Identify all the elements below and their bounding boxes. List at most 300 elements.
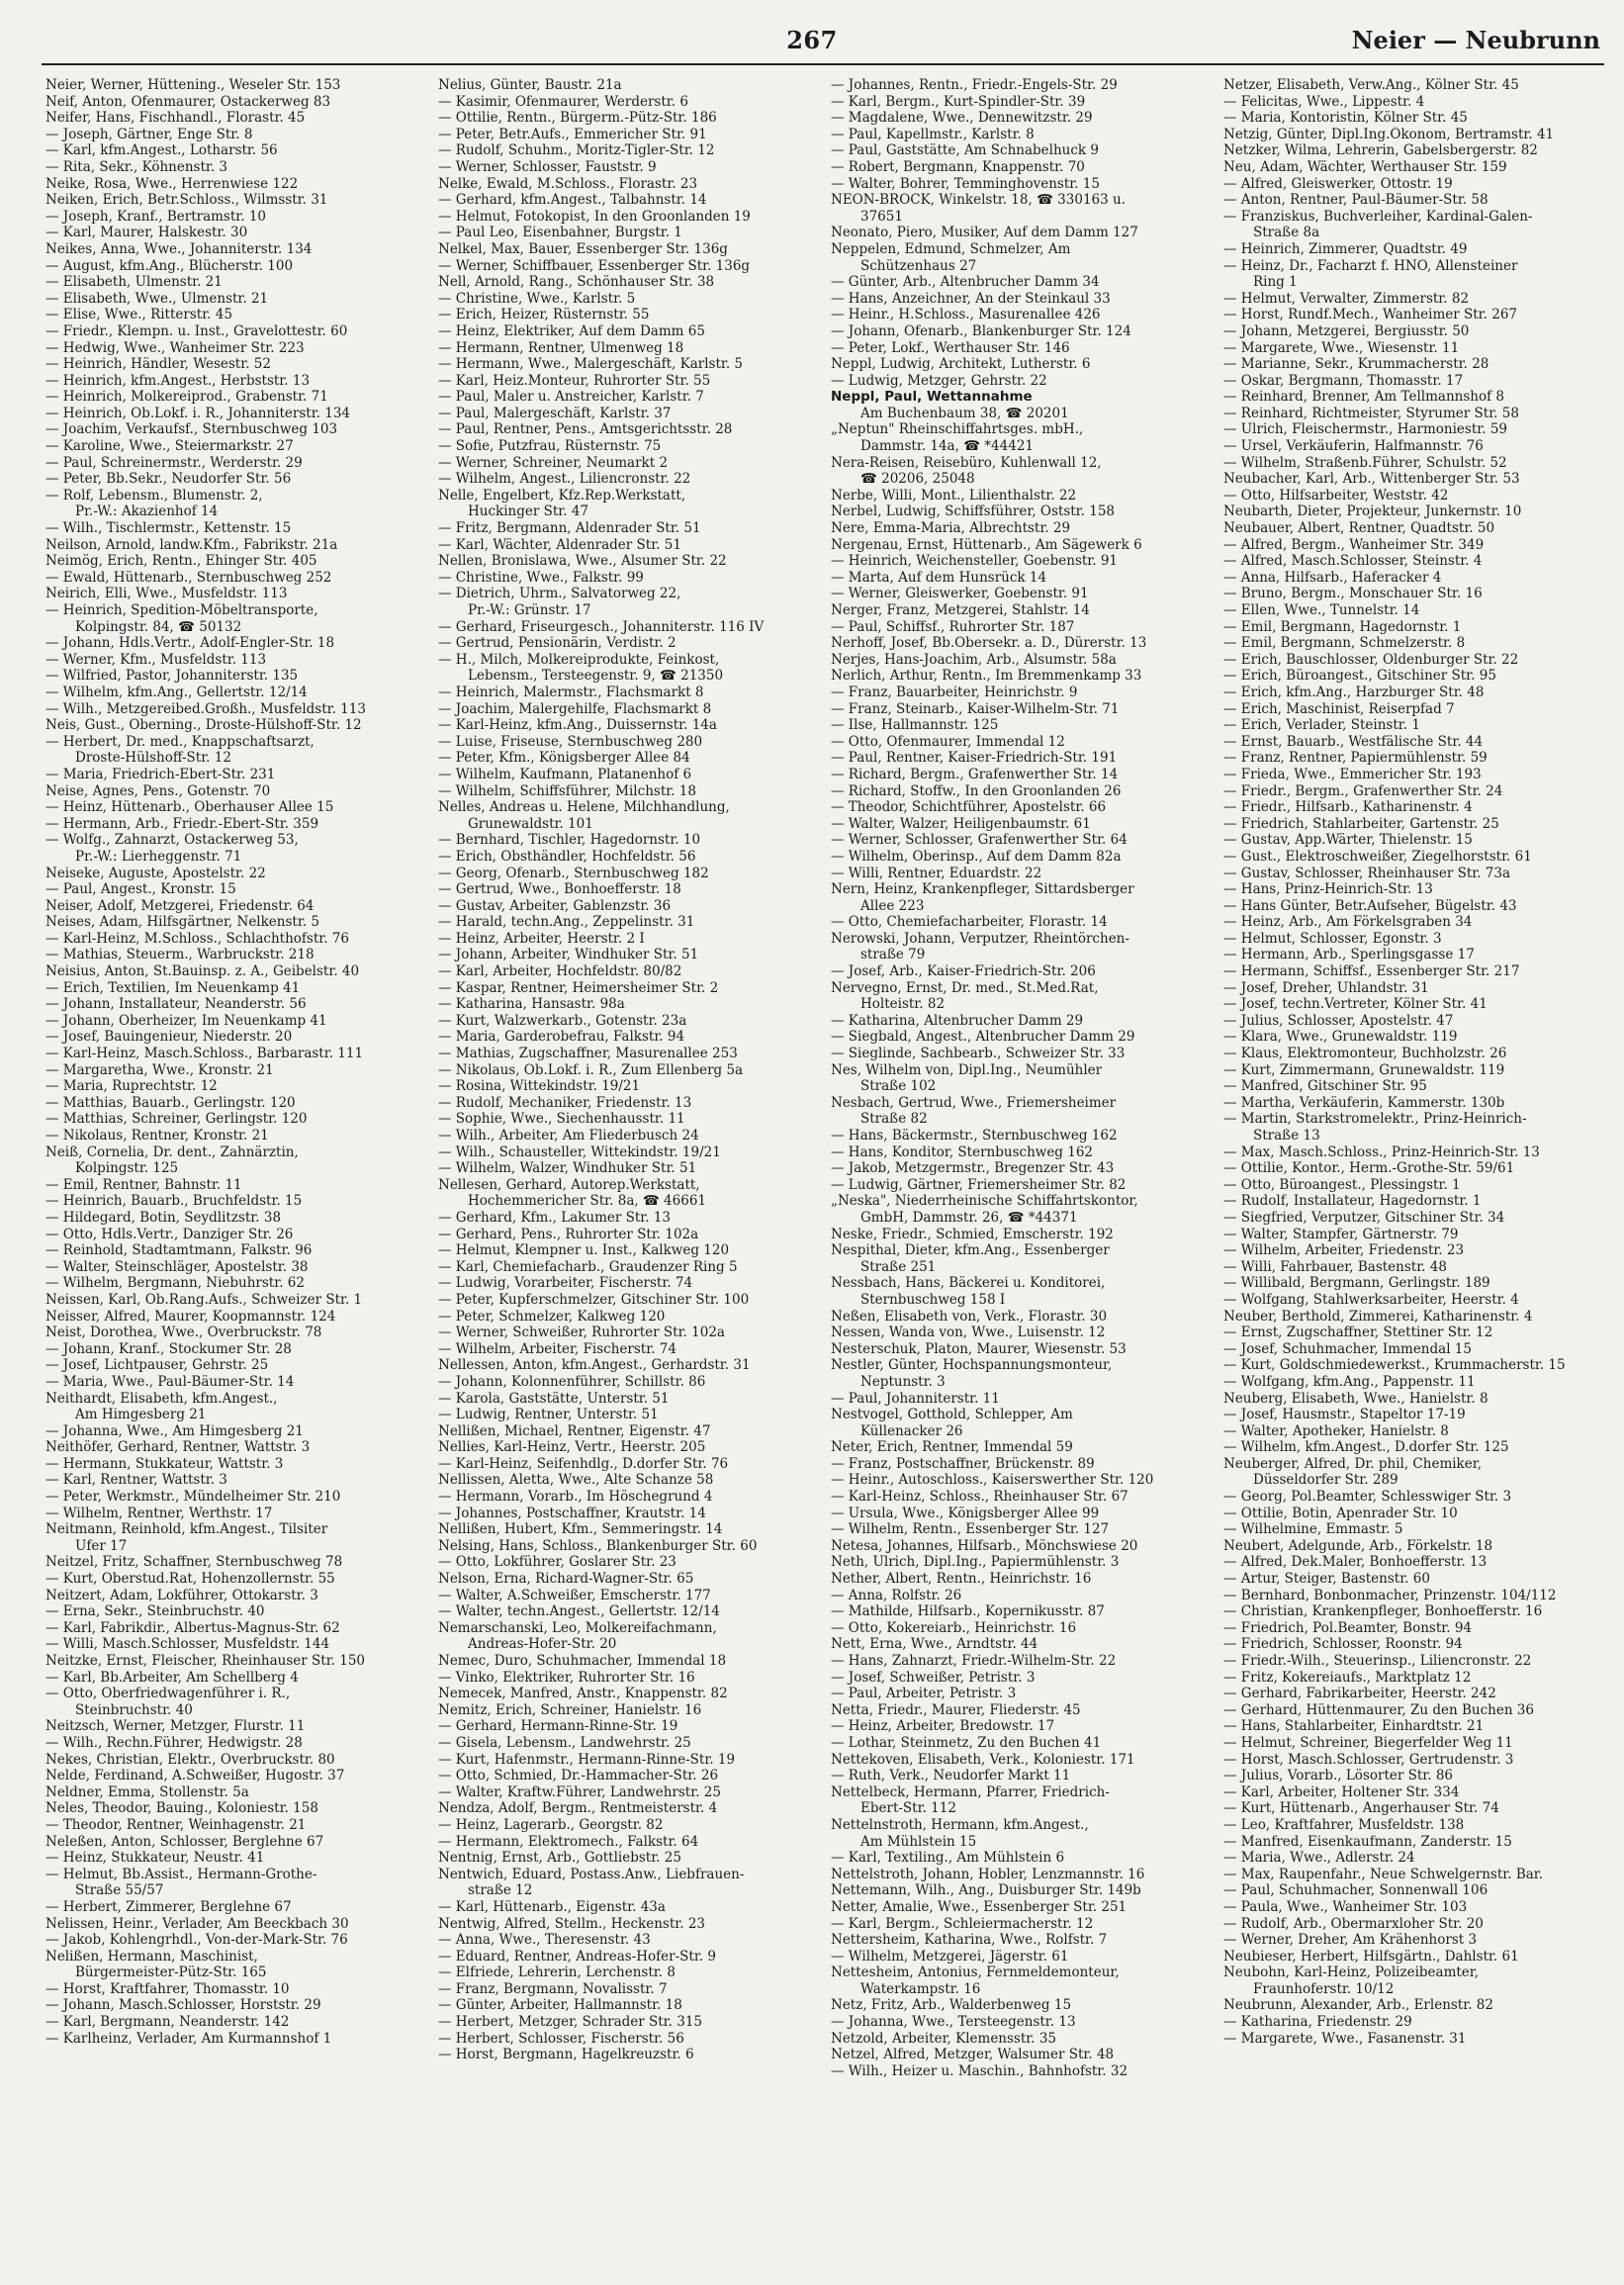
directory-entry: — Heinrich, kfm.Angest., Herbststr. 13 bbox=[45, 372, 311, 389]
directory-entry: — Karl, Arbeiter, Hochfeldstr. 80/82 bbox=[438, 963, 682, 980]
directory-entry: — Dietrich, Uhrm., Salvatorweg 22, bbox=[438, 586, 681, 602]
directory-entry: — Maria, Wwe., Paul-Bäumer-Str. 14 bbox=[45, 1373, 295, 1390]
entry-continuation: Straße 55/57 bbox=[75, 1882, 164, 1899]
directory-entry: — Werner, Dreher, Am Krähenhorst 3 bbox=[1223, 1932, 1478, 1949]
directory-entry: — Ewald, Hüttenarb., Sternbuschweg 252 bbox=[45, 569, 332, 586]
directory-entry: — Helmut, Schlosser, Egonstr. 3 bbox=[1223, 930, 1442, 947]
directory-entry: — Wilhelm, Walzer, Windhuker Str. 51 bbox=[438, 1160, 697, 1177]
directory-entry: — Otto, Chemiefacharbeiter, Florastr. 14 bbox=[831, 914, 1108, 931]
directory-entry: — Kurt, Oberstud.Rat, Hohenzollernstr. 55 bbox=[45, 1571, 335, 1588]
directory-entry: — Johann, Metzgerei, Bergiusstr. 50 bbox=[1223, 322, 1470, 339]
directory-entry: Nesbach, Gertrud, Wwe., Friemersheimer bbox=[831, 1094, 1117, 1111]
directory-entry: — Willi, Fahrbauer, Bastenstr. 48 bbox=[1223, 1258, 1447, 1275]
directory-entry: — Franz, Bauarbeiter, Heinrichstr. 9 bbox=[831, 684, 1078, 700]
running-head: Neier — Neubrunn bbox=[1351, 26, 1600, 54]
directory-entry: — Bruno, Bergm., Monschauer Str. 16 bbox=[1223, 586, 1483, 602]
entry-continuation: Huckinger Str. 47 bbox=[468, 503, 589, 520]
directory-entry: — Maria, Wwe., Adlerstr. 24 bbox=[1223, 1850, 1415, 1867]
directory-entry: Neifer, Hans, Fischhandl., Florastr. 45 bbox=[45, 110, 306, 127]
directory-entry: Neppelen, Edmund, Schmelzer, Am bbox=[831, 240, 1071, 257]
directory-entry: Neithardt, Elisabeth, kfm.Angest., bbox=[45, 1390, 278, 1407]
directory-entry: — Erich, Obsthändler, Hochfeldstr. 56 bbox=[438, 848, 696, 865]
directory-entry: — Friedr., Klempn. u. Inst., Gravelottestr. 60 bbox=[45, 322, 348, 339]
directory-entry: — Emil, Rentner, Bahnstr. 11 bbox=[45, 1176, 242, 1193]
entry-continuation: Holteistr. 82 bbox=[860, 996, 946, 1013]
directory-entry: — Nikolaus, Rentner, Kronstr. 21 bbox=[45, 1128, 269, 1143]
directory-entry: — Walter, Walzer, Heiligenbaumstr. 61 bbox=[831, 815, 1091, 832]
directory-entry: — Paul, Arbeiter, Petristr. 3 bbox=[831, 1686, 1017, 1702]
directory-entry: — Marta, Auf dem Hunsrück 14 bbox=[831, 569, 1047, 586]
directory-entry: — Rudolf, Schuhm., Moritz-Tigler-Str. 12 bbox=[438, 142, 715, 159]
directory-entry: Nerbe, Willi, Mont., Lilienthalstr. 22 bbox=[831, 487, 1077, 503]
directory-entry: „Neptun" Rheinschiffahrtsges. mbH., bbox=[831, 421, 1084, 438]
entry-continuation: Straße 102 bbox=[860, 1078, 937, 1095]
directory-entry: — Heinrich, Weichensteller, Goebenstr. 91 bbox=[831, 553, 1119, 570]
directory-entry: — Alfred, Masch.Schlosser, Steinstr. 4 bbox=[1223, 553, 1483, 570]
directory-entry: — Paul, Gaststätte, Am Schnabelhuck 9 bbox=[831, 142, 1099, 159]
entry-continuation: Kolpingstr. 125 bbox=[75, 1160, 179, 1177]
directory-entry: Nettemann, Wilh., Ang., Duisburger Str. 149b bbox=[831, 1882, 1141, 1899]
directory-entry: Nettesheim, Antonius, Fernmeldemonteur, bbox=[831, 1965, 1120, 1981]
directory-entry: Netzel, Alfred, Metzger, Walsumer Str. 48 bbox=[831, 2047, 1115, 2063]
directory-entry: — Julius, Vorarb., Lösorter Str. 86 bbox=[1223, 1768, 1454, 1784]
directory-entry: — Johann, Masch.Schlosser, Horststr. 29 bbox=[45, 1997, 321, 2014]
directory-entry: — Siegbald, Angest., Altenbrucher Damm 29 bbox=[831, 1029, 1135, 1046]
directory-entry: Neppl, Ludwig, Architekt, Lutherstr. 6 bbox=[831, 356, 1091, 373]
directory-entry: — Gerhard, Hüttenmaurer, Zu den Buchen 36 bbox=[1223, 1701, 1534, 1718]
directory-entry: Nettekoven, Elisabeth, Verk., Koloniestr. 171 bbox=[831, 1751, 1135, 1768]
directory-entry: Nettelnstroth, Hermann, kfm.Angest., bbox=[831, 1816, 1089, 1833]
directory-entry: Nelsing, Hans, Schloss., Blankenburger Str. 60 bbox=[438, 1537, 758, 1554]
directory-entry: Nern, Heinz, Krankenpfleger, Sittardsberger bbox=[831, 881, 1134, 898]
directory-entry: Nelson, Erna, Richard-Wagner-Str. 65 bbox=[438, 1571, 694, 1588]
header-rule bbox=[42, 63, 1604, 65]
directory-entry: Neiser, Adolf, Metzgerei, Friedenstr. 64 bbox=[45, 897, 315, 914]
directory-entry: Neubohn, Karl-Heinz, Polizeibeamter, bbox=[1223, 1965, 1480, 1981]
directory-entry: — Werner, Schlosser, Fauststr. 9 bbox=[438, 158, 657, 175]
directory-entry: — Herbert, Schlosser, Fischerstr. 56 bbox=[438, 2030, 684, 2047]
directory-entry: — Karl, Bergm., Schleiermacherstr. 12 bbox=[831, 1915, 1094, 1932]
directory-entry: — Gerhard, Friseurgesch., Johanniterstr. 116 IV bbox=[438, 618, 765, 635]
directory-entry: — Heinrich, Bauarb., Bruchfeldstr. 15 bbox=[45, 1193, 303, 1210]
directory-entry: — Karl-Heinz, M.Schloss., Schlachthofstr. 76 bbox=[45, 930, 349, 947]
directory-entry: — Otto, Ofenmaurer, Immendal 12 bbox=[831, 733, 1065, 750]
entry-continuation: Schützenhaus 27 bbox=[860, 257, 977, 274]
directory-entry: — Wolfgang, Stahlwerksarbeiter, Heerstr. 4 bbox=[1223, 1291, 1519, 1308]
directory-entry: Nemec, Duro, Schuhmacher, Immendal 18 bbox=[438, 1653, 727, 1669]
directory-entry: — Georg, Ofenarb., Sternbuschweg 182 bbox=[438, 865, 709, 881]
directory-entry: — Gertrud, Pensionärin, Verdistr. 2 bbox=[438, 635, 677, 652]
entry-continuation: ☎ 20206, 25048 bbox=[860, 471, 975, 488]
directory-entry: — Karl-Heinz, Schloss., Rheinhauser Str. 67 bbox=[831, 1489, 1128, 1506]
directory-entry: Nelke, Ewald, M.Schloss., Florastr. 23 bbox=[438, 175, 698, 192]
directory-entry: — Johann, Hdls.Vertr., Adolf-Engler-Str. 18 bbox=[45, 635, 335, 652]
directory-entry: — Martin, Starkstromelektr., Prinz-Heinrich- bbox=[1223, 1111, 1527, 1128]
directory-entry: — Gisela, Lebensm., Landwehrstr. 25 bbox=[438, 1734, 691, 1751]
directory-entry: — Karl, Bb.Arbeiter, Am Schellberg 4 bbox=[45, 1669, 299, 1686]
directory-entry: — Christian, Krankenpfleger, Bonhoefferstr. 16 bbox=[1223, 1603, 1543, 1620]
directory-entry: — Karl, kfm.Angest., Lotharstr. 56 bbox=[45, 142, 278, 159]
directory-entry: — Georg, Pol.Beamter, Schlesswiger Str. 3 bbox=[1223, 1489, 1512, 1506]
directory-entry: Neter, Erich, Rentner, Immendal 59 bbox=[831, 1439, 1073, 1456]
directory-entry: — Erich, Textilien, Im Neuenkamp 41 bbox=[45, 979, 301, 996]
entry-continuation: Straße 251 bbox=[860, 1258, 937, 1275]
directory-entry: Nelle, Engelbert, Kfz.Rep.Werkstatt, bbox=[438, 487, 686, 503]
directory-entry: — Gerhard, Hermann-Rinne-Str. 19 bbox=[438, 1718, 678, 1735]
directory-entry: — Wilh., Metzgereibed.Großh., Musfeldstr. 113 bbox=[45, 700, 366, 717]
directory-entry: — Ursula, Wwe., Königsberger Allee 99 bbox=[831, 1505, 1100, 1521]
directory-entry: — Werner, Gleiswerker, Goebenstr. 91 bbox=[831, 586, 1089, 602]
directory-entry: — Jakob, Kohlengrhdl., Von-der-Mark-Str. 76 bbox=[45, 1932, 348, 1949]
directory-entry: — Hildegard, Botin, Seydlitzstr. 38 bbox=[45, 1209, 282, 1226]
directory-entry: — Max, Masch.Schloss., Prinz-Heinrich-Str. 13 bbox=[1223, 1143, 1540, 1160]
directory-entry: Neif, Anton, Ofenmaurer, Ostackerweg 83 bbox=[45, 93, 331, 110]
directory-columns bbox=[45, 77, 1604, 2271]
page-number: 267 bbox=[786, 26, 838, 54]
directory-entry: — Paul, Kapellmstr., Karlstr. 8 bbox=[831, 126, 1035, 142]
directory-entry: Nettersheim, Katharina, Wwe., Rolfstr. 7 bbox=[831, 1932, 1108, 1949]
directory-entry: — Helmut, Klempner u. Inst., Kalkweg 120 bbox=[438, 1242, 730, 1259]
directory-entry: Netesa, Johannes, Hilfsarb., Mönchswiese 20 bbox=[831, 1537, 1138, 1554]
directory-entry: — Mathias, Steuerm., Warbruckstr. 218 bbox=[45, 947, 315, 963]
directory-entry: — Felicitas, Wwe., Lippestr. 4 bbox=[1223, 93, 1425, 110]
directory-entry: — Heinrich, Ob.Lokf. i. R., Johanniterstr. 134 bbox=[45, 405, 351, 421]
directory-entry: — Günter, Arbeiter, Hallmannstr. 18 bbox=[438, 1997, 682, 2014]
directory-entry: — Friedr.-Wilh., Steuerinsp., Liliencronstr. 22 bbox=[1223, 1653, 1532, 1669]
directory-entry: Nentwich, Eduard, Postass.Anw., Liebfrauen- bbox=[438, 1866, 745, 1882]
directory-entry: — Maria, Kontoristin, Kölner Str. 45 bbox=[1223, 110, 1468, 127]
directory-entry: Neitmann, Reinhold, kfm.Angest., Tilsiter bbox=[45, 1521, 328, 1538]
directory-entry: — Fritz, Kokereiaufs., Marktplatz 12 bbox=[1223, 1669, 1472, 1686]
directory-entry: — Peter, Bb.Sekr., Neudorfer Str. 56 bbox=[45, 471, 292, 488]
directory-entry: Neiß, Cornelia, Dr. dent., Zahnärztin, bbox=[45, 1143, 299, 1160]
directory-entry: Nelissen, Heinr., Verlader, Am Beeckbach 30 bbox=[45, 1915, 349, 1932]
entry-continuation: Fraunhoferstr. 10/12 bbox=[1253, 1980, 1395, 1997]
directory-entry: — Friedrich, Pol.Beamter, Bonstr. 94 bbox=[1223, 1619, 1472, 1636]
directory-entry: — Werner, Schreiner, Neumarkt 2 bbox=[438, 454, 669, 471]
directory-entry: — Heinrich, Zimmerer, Quadtstr. 49 bbox=[1223, 240, 1468, 257]
directory-entry: — Erich, Bauschlosser, Oldenburger Str. 22 bbox=[1223, 651, 1519, 668]
directory-entry: Nesterschuk, Platon, Maurer, Wiesenstr. 53 bbox=[831, 1340, 1127, 1357]
directory-entry: — Ilse, Hallmannstr. 125 bbox=[831, 717, 999, 734]
directory-entry: — Werner, Kfm., Musfeldstr. 113 bbox=[45, 651, 267, 668]
directory-entry: — Vinko, Elektriker, Ruhrorter Str. 16 bbox=[438, 1669, 695, 1686]
directory-entry: — Ludwig, Vorarbeiter, Fischerstr. 74 bbox=[438, 1275, 693, 1292]
directory-entry: Neubacher, Karl, Arb., Wittenberger Str. 53 bbox=[1223, 471, 1520, 488]
entry-continuation: Sternbuschweg 158 I bbox=[860, 1291, 1006, 1308]
directory-entry: — August, kfm.Ang., Blücherstr. 100 bbox=[45, 257, 294, 274]
entry-continuation: Am Himgesberg 21 bbox=[75, 1407, 207, 1423]
directory-entry: Nelkel, Max, Bauer, Essenberger Str. 136g bbox=[438, 240, 728, 257]
directory-entry: — Joseph, Kranf., Bertramstr. 10 bbox=[45, 208, 267, 225]
directory-entry: — Johann, Oberheizer, Im Neuenkamp 41 bbox=[45, 1012, 327, 1029]
directory-entry: — Hans Günter, Betr.Aufseher, Bügelstr. 43 bbox=[1223, 897, 1517, 914]
directory-entry: — Kurt, Walzwerkarb., Gotenstr. 23a bbox=[438, 1012, 687, 1029]
directory-entry: — Manfred, Eisenkaufmann, Zanderstr. 15 bbox=[1223, 1833, 1512, 1850]
directory-entry: Nekes, Christian, Elektr., Overbruckstr. 80 bbox=[45, 1751, 335, 1768]
directory-entry: Neist, Dorothea, Wwe., Overbruckstr. 78 bbox=[45, 1325, 322, 1341]
directory-entry: Neitzert, Adam, Lokführer, Ottokarstr. 3 bbox=[45, 1587, 318, 1603]
directory-entry: — Paul, Schreinermstr., Werderstr. 29 bbox=[45, 454, 303, 471]
directory-entry: — Emil, Bergmann, Hagedornstr. 1 bbox=[1223, 618, 1462, 635]
directory-entry: — Werner, Schlosser, Grafenwerther Str. 64 bbox=[831, 832, 1128, 849]
entry-continuation: Lebensm., Tersteegenstr. 9, ☎ 21350 bbox=[468, 668, 724, 685]
directory-entry: — Hermann, Elektromech., Falkstr. 64 bbox=[438, 1833, 699, 1850]
directory-entry: Nera-Reisen, Reisebüro, Kuhlenwall 12, bbox=[831, 454, 1102, 471]
directory-entry: — Erich, Büroangest., Gitschiner Str. 95 bbox=[1223, 668, 1496, 685]
directory-entry: — Christine, Wwe., Falkstr. 99 bbox=[438, 569, 644, 586]
directory-entry: — Ernst, Bauarb., Westfälische Str. 44 bbox=[1223, 733, 1484, 750]
directory-entry: — Sieglinde, Sachbearb., Schweizer Str. 33 bbox=[831, 1046, 1126, 1062]
directory-entry: — Kaspar, Rentner, Heimersheimer Str. 2 bbox=[438, 979, 719, 996]
directory-entry: — Paul Leo, Eisenbahner, Burgstr. 1 bbox=[438, 225, 682, 241]
directory-entry: — Manfred, Gitschiner Str. 95 bbox=[1223, 1078, 1427, 1095]
directory-entry: — Frieda, Wwe., Emmericher Str. 193 bbox=[1223, 766, 1482, 782]
directory-entry: Neuber, Berthold, Zimmerei, Katharinenstr. 4 bbox=[1223, 1308, 1533, 1325]
entry-continuation: Bürgermeister-Pütz-Str. 165 bbox=[75, 1965, 267, 1981]
directory-entry: — Wilhelm, Schiffsführer, Milchstr. 18 bbox=[438, 782, 696, 799]
directory-entry: Neuberg, Elisabeth, Wwe., Hanielstr. 8 bbox=[1223, 1390, 1489, 1407]
directory-entry: Nemitz, Erich, Schreiner, Hanielstr. 16 bbox=[438, 1701, 702, 1718]
directory-entry: — Otto, Hdls.Vertr., Danziger Str. 26 bbox=[45, 1226, 294, 1242]
entry-continuation: Küllenacker 26 bbox=[860, 1422, 963, 1439]
directory-entry: — Peter, Betr.Aufs., Emmericher Str. 91 bbox=[438, 126, 707, 142]
directory-entry: — Alfred, Bergm., Wanheimer Str. 349 bbox=[1223, 536, 1485, 553]
directory-entry: — Maria, Garderobefrau, Falkstr. 94 bbox=[438, 1029, 685, 1046]
directory-entry: — Wilhelm, Rentn., Essenberger Str. 127 bbox=[831, 1521, 1110, 1538]
directory-entry: — Gerhard, kfm.Angest., Talbahnstr. 14 bbox=[438, 192, 707, 209]
directory-entry: — Karl, Wächter, Aldenrader Str. 51 bbox=[438, 536, 681, 553]
directory-entry: Nerjes, Hans-Joachim, Arb., Alsumstr. 58a bbox=[831, 651, 1117, 668]
directory-entry: — Wilhelm, Straßenb.Führer, Schulstr. 52 bbox=[1223, 454, 1507, 471]
directory-entry: — Hermann, Rentner, Ulmenweg 18 bbox=[438, 339, 684, 356]
directory-entry: — Wilhelm, Bergmann, Niebuhrstr. 62 bbox=[45, 1275, 305, 1292]
directory-entry: Nentnig, Ernst, Arb., Gottliebstr. 25 bbox=[438, 1850, 681, 1867]
directory-entry: Nere, Emma-Maria, Albrechtstr. 29 bbox=[831, 520, 1071, 537]
directory-entry: — Wilhelm, Metzgerei, Jägerstr. 61 bbox=[831, 1948, 1069, 1965]
directory-entry: — Hans, Bäckermstr., Sternbuschweg 162 bbox=[831, 1128, 1118, 1143]
directory-entry: Neissen, Karl, Ob.Rang.Aufs., Schweizer Str. 1 bbox=[45, 1291, 363, 1308]
directory-entry: — Kasimir, Ofenmaurer, Werderstr. 6 bbox=[438, 93, 688, 110]
directory-entry: Nestler, Günter, Hochspannungsmonteur, bbox=[831, 1357, 1113, 1374]
directory-entry: Netz, Fritz, Arb., Walderbenweg 15 bbox=[831, 1997, 1072, 2014]
directory-entry: — Hermann, Stukkateur, Wattstr. 3 bbox=[45, 1455, 284, 1472]
directory-entry: Nergenau, Ernst, Hüttenarb., Am Sägewerk 6 bbox=[831, 536, 1142, 553]
directory-entry: — Sophie, Wwe., Siechenhausstr. 11 bbox=[438, 1111, 685, 1128]
directory-entry: — Reinhard, Brenner, Am Tellmannshof 8 bbox=[1223, 389, 1504, 406]
directory-entry: — Wilfried, Pastor, Johanniterstr. 135 bbox=[45, 668, 299, 685]
directory-entry: — Otto, Hilfsarbeiter, Weststr. 42 bbox=[1223, 487, 1449, 503]
directory-entry: „Neska", Niederrheinische Schiffahrtskontor, bbox=[831, 1193, 1138, 1210]
directory-entry: Neisser, Alfred, Maurer, Koopmannstr. 124 bbox=[45, 1308, 336, 1325]
directory-entry: — Johanna, Wwe., Tersteegenstr. 13 bbox=[831, 2014, 1076, 2031]
directory-entry: — Herbert, Metzger, Schrader Str. 315 bbox=[438, 2014, 703, 2031]
directory-entry: — Walter, Steinschläger, Apostelstr. 38 bbox=[45, 1258, 309, 1275]
directory-entry: Neuberger, Alfred, Dr. phil, Chemiker, bbox=[1223, 1455, 1482, 1472]
directory-entry: Neis, Gust., Oberning., Droste-Hülshoff-Str. 12 bbox=[45, 717, 362, 734]
directory-entry: — Reinhard, Richtmeister, Styrumer Str. 58 bbox=[1223, 405, 1519, 421]
directory-entry: Nelius, Günter, Baustr. 21a bbox=[438, 77, 622, 93]
entry-continuation: Pr.-W.: Lierheggenstr. 71 bbox=[75, 848, 242, 865]
entry-continuation: Steinbruchstr. 40 bbox=[75, 1701, 193, 1718]
directory-entry: — Ludwig, Rentner, Unterstr. 51 bbox=[438, 1407, 659, 1423]
directory-entry: — Joseph, Gärtner, Enge Str. 8 bbox=[45, 126, 253, 142]
entry-continuation: straße 79 bbox=[860, 947, 926, 963]
directory-entry: — Ellen, Wwe., Tunnelstr. 14 bbox=[1223, 602, 1420, 618]
directory-entry: — Ulrich, Fleischermstr., Harmoniestr. 59 bbox=[1223, 421, 1508, 438]
directory-entry: — Martha, Verkäuferin, Kammerstr. 130b bbox=[1223, 1094, 1505, 1111]
directory-entry: — Walter, Bohrer, Temminghovenstr. 15 bbox=[831, 175, 1100, 192]
directory-entry: — Wilh., Schausteller, Wittekindstr. 19/21 bbox=[438, 1143, 721, 1160]
directory-entry: — Hans, Anzeichner, An der Steinkaul 33 bbox=[831, 290, 1111, 307]
directory-entry: Nemarschanski, Leo, Molkereifachmann, bbox=[438, 1619, 717, 1636]
directory-entry: — Franz, Bergmann, Novalisstr. 7 bbox=[438, 1980, 668, 1997]
directory-entry: — Herbert, Zimmerer, Berglehne 67 bbox=[45, 1898, 292, 1915]
directory-entry: — Horst, Rundf.Mech., Wanheimer Str. 267 bbox=[1223, 307, 1517, 323]
directory-entry: Neubarth, Dieter, Projekteur, Junkernstr. 10 bbox=[1223, 503, 1522, 520]
directory-entry: — Heinrich, Spedition-Möbeltransporte, bbox=[45, 602, 318, 618]
column-4 bbox=[1223, 77, 1604, 2271]
directory-entry: — Anna, Hilfsarb., Haferacker 4 bbox=[1223, 569, 1442, 586]
entry-continuation: GmbH, Dammstr. 26, ☎ *44371 bbox=[860, 1209, 1078, 1226]
directory-entry: — Paul, Schuhmacher, Sonnenwall 106 bbox=[1223, 1882, 1489, 1899]
directory-entry: — Karl, Maurer, Halskestr. 30 bbox=[45, 225, 248, 241]
directory-entry: — Helmut, Schreiner, Biegerfelder Weg 11 bbox=[1223, 1734, 1513, 1751]
directory-entry: Neitzsch, Werner, Metzger, Flurstr. 11 bbox=[45, 1718, 306, 1735]
directory-entry: — Peter, Kupferschmelzer, Gitschiner Str. 100 bbox=[438, 1291, 750, 1308]
directory-entry: Neike, Rosa, Wwe., Herrenwiese 122 bbox=[45, 175, 299, 192]
entry-continuation: Am Buchenbaum 38, ☎ 20201 bbox=[860, 405, 1069, 421]
directory-entry: — Anna, Rolfstr. 26 bbox=[831, 1587, 962, 1603]
directory-entry: Nell, Arnold, Rang., Schönhauser Str. 38 bbox=[438, 274, 715, 291]
directory-entry: — Elfriede, Lehrerin, Lerchenstr. 8 bbox=[438, 1965, 676, 1981]
directory-entry: Nerbel, Ludwig, Schiffsführer, Oststr. 158 bbox=[831, 503, 1116, 520]
directory-entry: — Gerhard, Kfm., Lakumer Str. 13 bbox=[438, 1209, 672, 1226]
directory-entry: — Matthias, Schreiner, Gerlingstr. 120 bbox=[45, 1111, 308, 1128]
directory-entry: — Wilh., Tischlermstr., Kettenstr. 15 bbox=[45, 520, 292, 537]
directory-entry: — Richard, Bergm., Grafenwerther Str. 14 bbox=[831, 766, 1119, 782]
directory-entry: — Kurt, Hafenmstr., Hermann-Rinne-Str. 19 bbox=[438, 1751, 736, 1768]
directory-entry: — Peter, Schmelzer, Kalkweg 120 bbox=[438, 1308, 666, 1325]
directory-entry: — Heinz, Arbeiter, Bredowstr. 17 bbox=[831, 1718, 1055, 1735]
directory-entry: — Josef, Schuhmacher, Immendal 15 bbox=[1223, 1340, 1472, 1357]
directory-entry: Nerger, Franz, Metzgerei, Stahlstr. 14 bbox=[831, 602, 1090, 618]
entry-continuation: Pr.-W.: Grünstr. 17 bbox=[468, 602, 591, 618]
directory-entry: — Eduard, Rentner, Andreas-Hofer-Str. 9 bbox=[438, 1948, 717, 1965]
directory-entry: Nelde, Ferdinand, A.Schweißer, Hugostr. 37 bbox=[45, 1768, 345, 1784]
directory-entry: — Karl, Textiling., Am Mühlstein 6 bbox=[831, 1850, 1065, 1867]
directory-entry: — Wolfgang, kfm.Ang., Pappenstr. 11 bbox=[1223, 1373, 1476, 1390]
directory-entry: — Gustav, Arbeiter, Gablenzstr. 36 bbox=[438, 897, 672, 914]
entry-continuation: Pr.-W.: Akazienhof 14 bbox=[75, 503, 219, 520]
directory-entry: — Margarete, Wwe., Wiesenstr. 11 bbox=[1223, 339, 1460, 356]
directory-entry: — Willi, Rentner, Eduardstr. 22 bbox=[831, 865, 1042, 881]
directory-entry: — Hans, Zahnarzt, Friedr.-Wilhelm-Str. 22 bbox=[831, 1653, 1117, 1669]
entry-continuation: Ebert-Str. 112 bbox=[860, 1800, 956, 1817]
column-3 bbox=[831, 77, 1212, 2271]
directory-entry: — Karl, Fabrikdir., Albertus-Magnus-Str. 62 bbox=[45, 1619, 340, 1636]
directory-entry: — Karl, Bergm., Kurt-Spindler-Str. 39 bbox=[831, 93, 1086, 110]
directory-entry: — Johann, Arbeiter, Windhuker Str. 51 bbox=[438, 947, 699, 963]
directory-entry: Nellesen, Gerhard, Autorep.Werkstatt, bbox=[438, 1176, 700, 1193]
directory-entry: — Maria, Friedrich-Ebert-Str. 231 bbox=[45, 766, 276, 782]
entry-continuation: Droste-Hülshoff-Str. 12 bbox=[75, 750, 231, 767]
entry-continuation: Grunewaldstr. 101 bbox=[468, 815, 593, 832]
directory-entry: — Josef, Dreher, Uhlandstr. 31 bbox=[1223, 979, 1429, 996]
directory-entry: — Hans, Konditor, Sternbuschweg 162 bbox=[831, 1143, 1094, 1160]
directory-entry: — Heinz, Arb., Am Förkelsgraben 34 bbox=[1223, 914, 1473, 931]
directory-entry: Nettelstroth, Johann, Hobler, Lenzmannstr. 16 bbox=[831, 1866, 1145, 1882]
directory-entry: — Heinz, Stukkateur, Neustr. 41 bbox=[45, 1850, 265, 1867]
directory-entry: — Paul, Angest., Kronstr. 15 bbox=[45, 881, 236, 898]
directory-entry: — Elisabeth, Ulmenstr. 21 bbox=[45, 274, 223, 291]
directory-entry: — Matthias, Bauarb., Gerlingstr. 120 bbox=[45, 1094, 296, 1111]
directory-entry: — Günter, Arb., Altenbrucher Damm 34 bbox=[831, 274, 1100, 291]
directory-entry: Nether, Albert, Rentn., Heinrichstr. 16 bbox=[831, 1571, 1092, 1588]
directory-entry: — Karoline, Wwe., Steiermarkstr. 27 bbox=[45, 438, 294, 455]
directory-entry: — Johanna, Wwe., Am Himgesberg 21 bbox=[45, 1422, 304, 1439]
directory-entry: — Helmut, Verwalter, Zimmerstr. 82 bbox=[1223, 290, 1470, 307]
directory-entry: — Anna, Wwe., Theresenstr. 43 bbox=[438, 1932, 651, 1949]
directory-entry: Nettelbeck, Hermann, Pfarrer, Friedrich- bbox=[831, 1783, 1110, 1800]
entry-continuation: Kolpingstr. 84, ☎ 50132 bbox=[75, 618, 242, 635]
directory-entry: — Rudolf, Arb., Obermarxloher Str. 20 bbox=[1223, 1915, 1484, 1932]
directory-entry: — Hermann, Wwe., Malergeschäft, Karlstr. 5 bbox=[438, 356, 744, 373]
directory-entry: — Anton, Rentner, Paul-Bäumer-Str. 58 bbox=[1223, 192, 1489, 209]
directory-entry: Nestvogel, Gotthold, Schlepper, Am bbox=[831, 1407, 1073, 1423]
directory-entry: — Josef, techn.Vertreter, Kölner Str. 41 bbox=[1223, 996, 1488, 1013]
directory-entry: — Paul, Rentner, Pens., Amtsgerichtsstr. 28 bbox=[438, 421, 733, 438]
directory-entry: — Wilh., Heizer u. Maschin., Bahnhofstr. 32 bbox=[831, 2062, 1128, 2079]
directory-entry: — Paul, Johanniterstr. 11 bbox=[831, 1390, 1000, 1407]
entry-continuation: Am Mühlstein 15 bbox=[860, 1833, 977, 1850]
directory-entry: — Otto, Oberfriedwagenführer i. R., bbox=[45, 1686, 291, 1702]
directory-entry: — Harald, techn.Ang., Zeppelinstr. 31 bbox=[438, 914, 695, 931]
directory-entry: Nervegno, Ernst, Dr. med., St.Med.Rat, bbox=[831, 979, 1099, 996]
directory-entry: — Friedrich, Schlosser, Roonstr. 94 bbox=[1223, 1636, 1463, 1653]
directory-entry: Nellessen, Anton, kfm.Angest., Gerhardstr. 31 bbox=[438, 1357, 751, 1374]
directory-entry: — Johann, Kranf., Stockumer Str. 28 bbox=[45, 1340, 292, 1357]
directory-entry: — Artur, Steiger, Bastenstr. 60 bbox=[1223, 1571, 1430, 1588]
directory-entry: Nerlich, Arthur, Rentn., Im Bremmenkamp 33 bbox=[831, 668, 1142, 685]
entry-continuation: Hochemmericher Str. 8a, ☎ 46661 bbox=[468, 1193, 706, 1210]
entry-continuation: 37651 bbox=[860, 208, 903, 225]
directory-entry: — Friedrich, Stahlarbeiter, Gartenstr. 25 bbox=[1223, 815, 1499, 832]
directory-entry: — Karl, Arbeiter, Holtener Str. 334 bbox=[1223, 1783, 1460, 1800]
directory-entry: — Peter, Werkmstr., Mündelheimer Str. 210 bbox=[45, 1489, 341, 1506]
directory-entry: — Ottilie, Botin, Apenrader Str. 10 bbox=[1223, 1505, 1458, 1521]
directory-entry: — Otto, Lokführer, Goslarer Str. 23 bbox=[438, 1554, 677, 1571]
directory-entry: — Franz, Rentner, Papiermühlenstr. 59 bbox=[1223, 750, 1488, 767]
directory-entry: Neimög, Erich, Rentn., Ehinger Str. 405 bbox=[45, 553, 317, 570]
directory-entry: — Johann, Installateur, Neanderstr. 56 bbox=[45, 996, 307, 1013]
directory-entry: — Gust., Elektroschweißer, Ziegelhorststr. 61 bbox=[1223, 848, 1532, 865]
directory-entry: — Walter, Apotheker, Hanielstr. 8 bbox=[1223, 1422, 1449, 1439]
directory-entry: — Gertrud, Wwe., Bonhoefferstr. 18 bbox=[438, 881, 681, 898]
directory-entry: — Jakob, Metzgermstr., Bregenzer Str. 43 bbox=[831, 1160, 1115, 1177]
directory-entry: — Heinr., H.Schloss., Masurenallee 426 bbox=[831, 307, 1101, 323]
directory-entry: Nendza, Adolf, Bergm., Rentmeisterstr. 4 bbox=[438, 1800, 718, 1817]
directory-entry: — Klaus, Elektromonteur, Buchholzstr. 26 bbox=[1223, 1046, 1507, 1062]
directory-entry: — Walter, Kraftw.Führer, Landwehrstr. 25 bbox=[438, 1783, 721, 1800]
directory-entry: — Mathias, Zugschaffner, Masurenallee 253 bbox=[438, 1046, 738, 1062]
directory-entry: NEON-BROCK, Winkelstr. 18, ☎ 330163 u. bbox=[831, 192, 1126, 209]
directory-entry: — Heinrich, Malermstr., Flachsmarkt 8 bbox=[438, 684, 704, 700]
directory-entry: Nessen, Wanda von, Wwe., Luisenstr. 12 bbox=[831, 1325, 1106, 1341]
directory-entry: — Elisabeth, Wwe., Ulmenstr. 21 bbox=[45, 290, 269, 307]
directory-entry: — Franziskus, Buchverleiher, Kardinal-Galen- bbox=[1223, 208, 1533, 225]
directory-entry: Neirich, Elli, Wwe., Musfeldstr. 113 bbox=[45, 586, 288, 602]
